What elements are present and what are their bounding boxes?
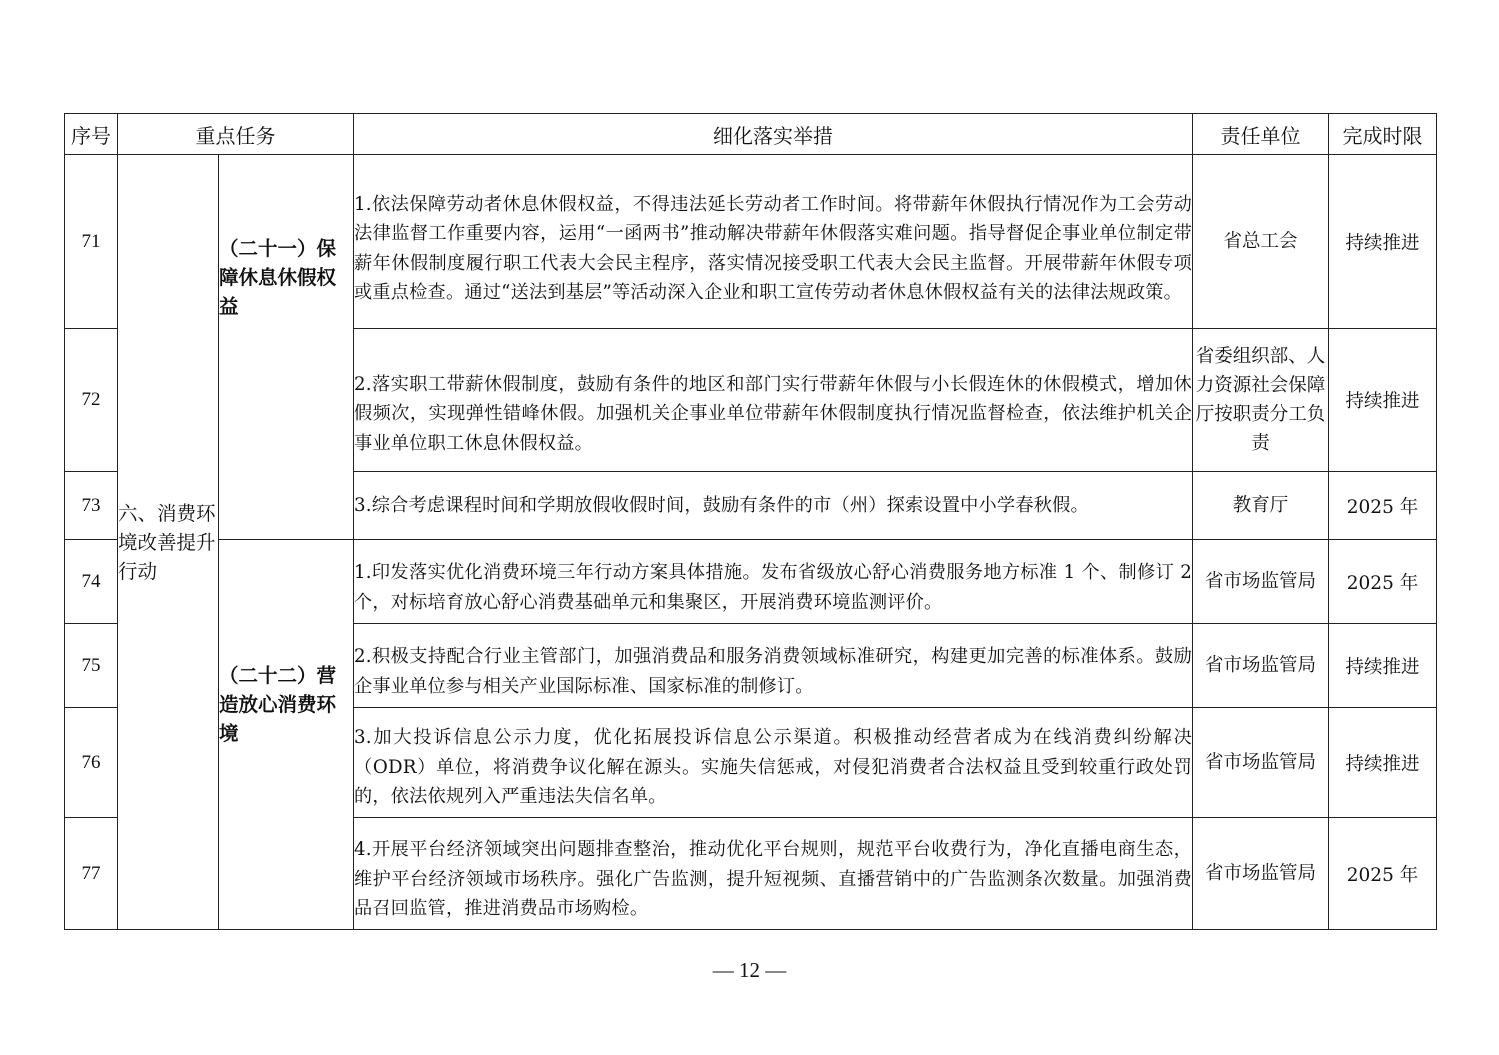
table-row	[65, 540, 1437, 624]
row-number: 76	[65, 708, 118, 818]
unit-cell: 教育厅	[1193, 472, 1329, 540]
header-unit: 责任单位	[1193, 114, 1329, 155]
deadline-cell: 持续推进	[1329, 708, 1437, 818]
measure-cell: 1.印发落实优化消费环境三年行动方案具体措施。发布省级放心舒心消费服务地方标准 1 个、制修订 2 个，对标培育放心舒心消费基础单元和集聚区，开展消费环境监测评价。	[354, 540, 1193, 624]
page-number: — 12 —	[712, 958, 787, 982]
table-header-row	[65, 114, 1437, 155]
unit-cell: 省市场监管局	[1193, 624, 1329, 708]
row-number: 71	[65, 155, 118, 329]
category-cell: 六、消费环境改善提升行动	[118, 155, 219, 930]
deadline-cell: 持续推进	[1329, 624, 1437, 708]
deadline-cell: 2025 年	[1329, 540, 1437, 624]
unit-cell: 省市场监管局	[1193, 818, 1329, 930]
unit-cell: 省总工会	[1193, 155, 1329, 329]
row-number: 75	[65, 624, 118, 708]
table-row	[65, 155, 1437, 329]
unit-cell: 省委组织部、人力资源社会保障厅按职责分工负责	[1193, 329, 1329, 472]
deadline-cell: 2025 年	[1329, 472, 1437, 540]
header-seq: 序号	[65, 114, 118, 155]
measure-cell: 3.加大投诉信息公示力度，优化拓展投诉信息公示渠道。积极推动经营者成为在线消费纠纷解决（ODR）单位，将消费争议化解在源头。实施失信惩戒，对侵犯消费者合法权益且受到较重行政处罚的，依法依规列入严重违法失信名单。	[354, 708, 1193, 818]
header-measures: 细化落实举措	[354, 114, 1193, 155]
row-number: 74	[65, 540, 118, 624]
subtask-cell: （二十二）营造放心消费环境	[219, 540, 354, 930]
unit-cell: 省市场监管局	[1193, 540, 1329, 624]
unit-cell: 省市场监管局	[1193, 708, 1329, 818]
measures-table	[64, 113, 1437, 930]
measure-cell: 2.落实职工带薪休假制度，鼓励有条件的地区和部门实行带薪年休假与小长假连休的休假模式，增加休假频次，实现弹性错峰休假。加强机关企事业单位带薪年休假制度执行情况监督检查，依法维护机关企事业单位职工休息休假权益。	[354, 329, 1193, 472]
row-number: 72	[65, 329, 118, 472]
deadline-cell: 持续推进	[1329, 329, 1437, 472]
row-number: 73	[65, 472, 118, 540]
header-task: 重点任务	[118, 114, 354, 155]
measure-cell: 3.综合考虑课程时间和学期放假收假时间，鼓励有条件的市（州）探索设置中小学春秋假。	[354, 472, 1193, 540]
subtask-cell: （二十一）保障休息休假权益	[219, 155, 354, 540]
measure-cell: 2.积极支持配合行业主管部门，加强消费品和服务消费领域标准研究，构建更加完善的标准体系。鼓励企事业单位参与相关产业国际标准、国家标准的制修订。	[354, 624, 1193, 708]
measure-cell: 4.开展平台经济领域突出问题排查整治，推动优化平台规则，规范平台收费行为，净化直播电商生态，维护平台经济领域市场秩序。强化广告监测，提升短视频、直播营销中的广告监测条次数量。加强消费品召回监管，推进消费品市场购检。	[354, 818, 1193, 930]
measure-cell: 1.依法保障劳动者休息休假权益，不得违法延长劳动者工作时间。将带薪年休假执行情况作为工会劳动法律监督工作重要内容，运用“一函两书”推动解决带薪年休假落实难问题。指导督促企事业单位制定带薪年休假制度履行职工代表大会民主程序，落实情况接受职工代表大会民主监督。开展带薪年休假专项或重点检查。通过“送法到基层”等活动深入企业和职工宣传劳动者休息休假权益有关的法律法规政策。	[354, 155, 1193, 329]
deadline-cell: 持续推进	[1329, 155, 1437, 329]
deadline-cell: 2025 年	[1329, 818, 1437, 930]
header-deadline: 完成时限	[1329, 114, 1437, 155]
row-number: 77	[65, 818, 118, 930]
